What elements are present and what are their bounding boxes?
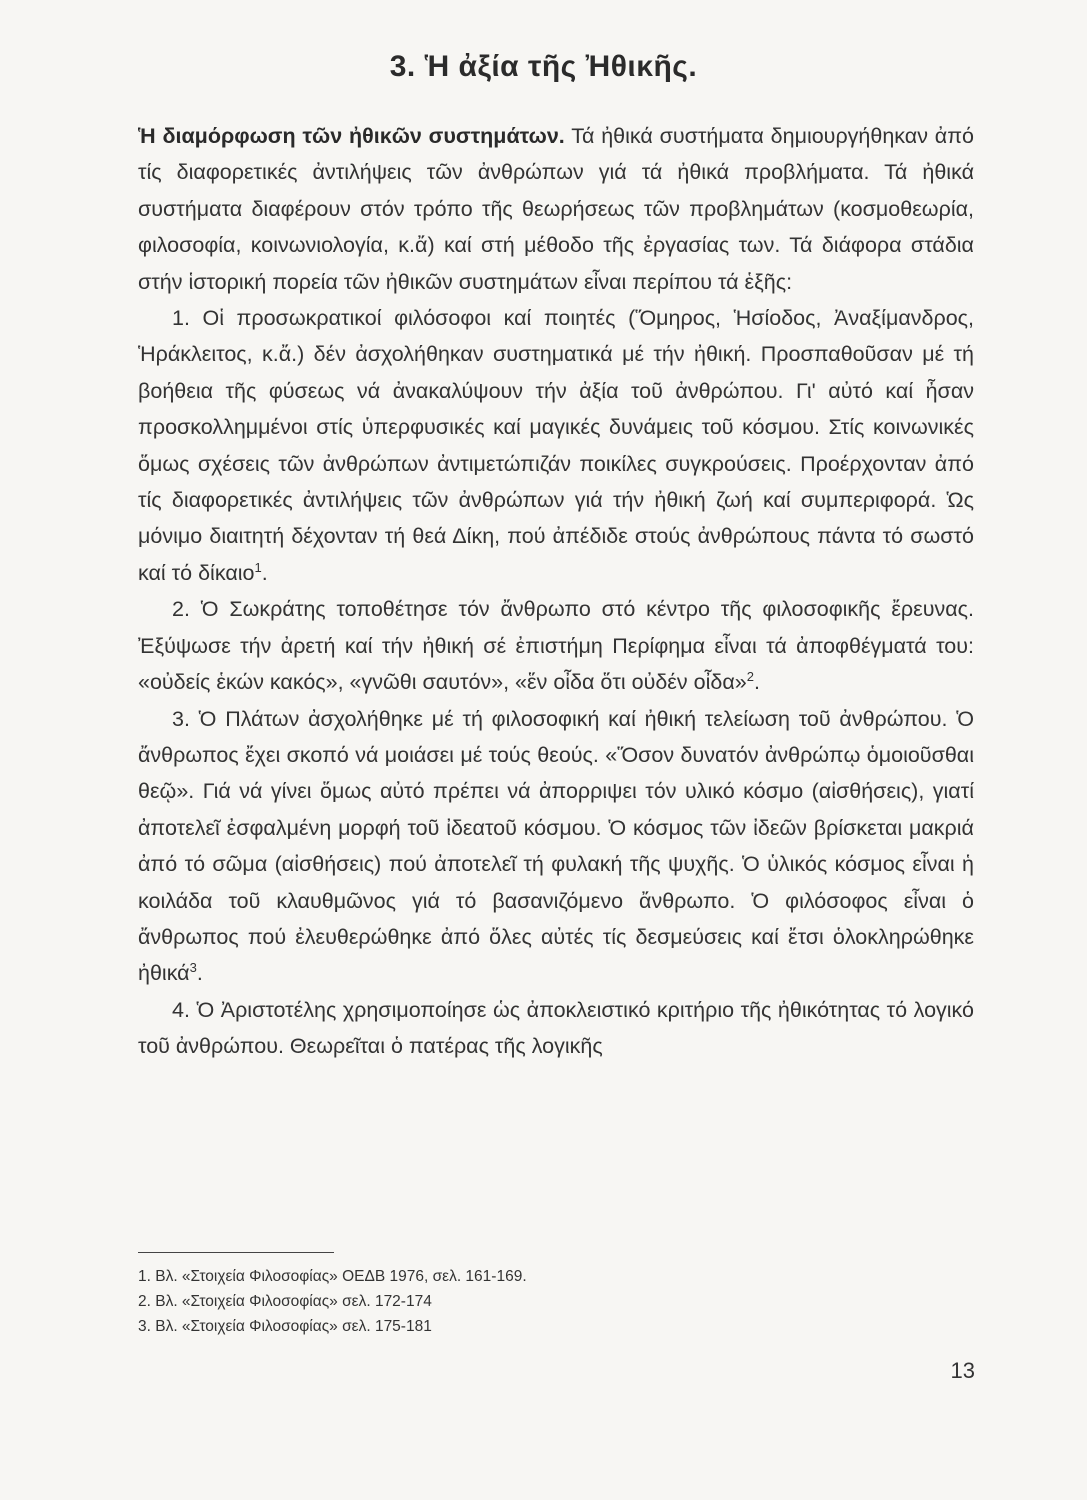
paragraph-end: . (261, 560, 268, 585)
footnote-3: 3. Βλ. «Στοιχεία Φιλοσοφίας» σελ. 175-181 (138, 1318, 432, 1335)
section-heading-inline: Ἡ διαμόρφωση τῶν ἠθικῶν συστημάτων. (138, 124, 565, 148)
footnote-1: 1. Βλ. «Στοιχεία Φιλοσοφίας» ΟΕΔΒ 1976, σελ. 161-169. (138, 1268, 527, 1285)
intro-text: Τά ἠθικά συστήματα δημιουργήθηκαν ἀπό τίς διαφορετικές ἀντιλήψεις τῶν ἀνθρώπων γιά τά ἠθικά προβλήματα. Τά ἠθικά συστήματα διαφέρουν στόν τρόπο τῆς θεωρήσεως τῶν προβλημάτων (κοσμοθεωρία, φιλοσοφία, κοινωνιολογία, κ.ἄ) καί στή μέθοδο τῆς ἐργασίας των. Τά διάφορα στάδια στήν ἱστορική πορεία τῶν ἠθικῶν συστημάτων εἶναι περίπου τά ἑξῆς: (138, 124, 974, 294)
footnote-2: 2. Βλ. «Στοιχεία Φιλοσοφίας» σελ. 172-174 (138, 1293, 432, 1310)
paragraph-text: 3. Ὁ Πλάτων ἀσχολήθηκε μέ τή φιλοσοφική καί ἠθική τελείωση τοῦ ἀνθρώπου. Ὁ ἄνθρωπος ἔχει σκοπό νά μοιάσει μέ τούς θεούς. «Ὅσον δυνατόν ἀνθρώπῳ ὁμοιοῦσθαι θεῷ». Γιά νά γίνει ὅμως αὐτό πρέπει νά ἀπορριψει τόν υλικό κόσμο (αἰσθήσεις), γιατί ἀποτελεῖ ἐσφαλμένη μορφή τοῦ ἰδεατοῦ κόσμου. Ὁ κόσμος τῶν ἰδεῶν βρίσκεται μακριά ἀπό τό σῶμα (αἰσθήσεις) πού ἀποτελεῖ τή φυλακή τῆς ψυχῆς. Ὁ ὑλικός κόσμος εἶναι ἡ κοιλάδα τοῦ κλαυθμῶνος γιά τό βασανιζόμενο ἄνθρωπο. Ὁ φιλόσοφος εἶναι ὁ ἄνθρωπος πού ἐλευθερώθηκε ἀπό ὅλες αὐτές τίς δεσμεύσεις καί ἔτσι ὁλοκληρώθηκε ἠθικά (138, 706, 974, 986)
footnote-divider (138, 1252, 334, 1253)
paragraph-end: . (753, 670, 760, 695)
paragraph-end: . (196, 961, 203, 986)
paragraph-presocratics (138, 300, 974, 591)
paragraph-plato (138, 701, 974, 992)
paragraph-aristotle (138, 992, 974, 1065)
footnote-ref: 2 (746, 668, 754, 684)
footnotes (138, 1264, 838, 1339)
footnote-ref: 3 (189, 960, 197, 976)
page-number: 13 (950, 1358, 975, 1383)
paragraph-text: 2. Ὁ Σωκράτης τοποθέτησε τόν ἄνθρωπο στό κέντρο τῆς φιλοσοφικῆς ἔρευνας. Ἐξύψωσε τήν ἀρετή καί τήν ἠθική σέ ἐπιστήμη Περίφημα εἶναι τά ἀποφθέγματά του: «οὐδείς ἑκών κακός», «γνῶθι σαυτόν», «ἕν οἶδα ὅτι οὐδέν οἶδα» (138, 597, 974, 695)
footnote-ref: 1 (254, 559, 262, 575)
intro-paragraph (138, 118, 974, 300)
paragraph-text: 4. Ὁ Ἀριστοτέλης χρησιμοποίησε ὡς ἀποκλειστικό κριτήριο τῆς ἠθικότητας τό λογικό τοῦ ἀνθρώπου. Θεωρεῖται ὁ πατέρας τῆς λογικῆς (138, 997, 974, 1059)
paragraph-socrates (138, 591, 974, 700)
main-text (138, 118, 974, 1065)
page-title: 3. Ἡ ἀξία τῆς Ἠθικῆς. (389, 50, 698, 83)
paragraph-text: 1. Οἱ προσωκρατικοί φιλόσοφοι καί ποιητές (Ὅμηρος, Ἡσίοδος, Ἀναξίμανδρος, Ἡράκλειτος, κ.ἄ.) δέν ἀσχολήθηκαν συστηματικά μέ τήν ἠθική. Προσπαθοῦσαν μέ τή βοήθεια τῆς φύσεως νά ἀνακαλύψουν τήν ἀξία τοῦ ἀνθρώπου. Γι' αὐτό καί ἦσαν προσκολλημμένοι στίς ὑπερφυσικές καί μαγικές δυνάμεις τοῦ κόσμου. Στίς κοινωνικές ὅμως σχέσεις τῶν ἀνθρώπων ἀντιμετώπιζάν ποικίλες συγκρούσεις. Προέρχονταν ἀπό τίς διαφορετικές ἀντιλήψεις τῶν ἀνθρώπων γιά τήν ἠθική ζωή καί συμπεριφορά. Ὡς μόνιμο διαιτητή δέχονταν τή θεά Δίκη, πού ἀπέδιδε στούς ἀνθρώπους πάντα τό σωστό καί τό δίκαιο (138, 306, 974, 585)
